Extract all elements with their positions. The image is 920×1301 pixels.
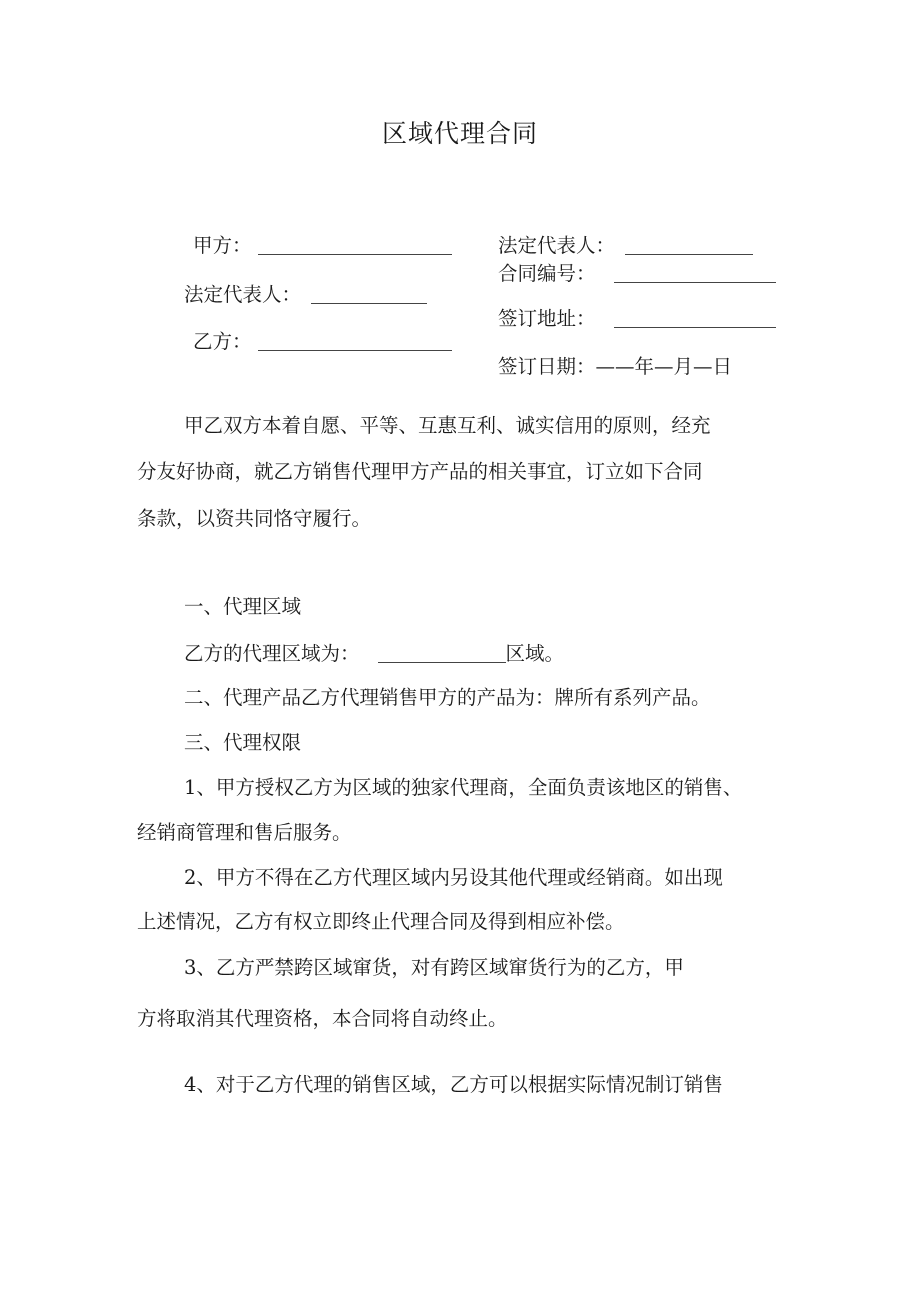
section-1-text [184, 640, 564, 668]
sign-date-label: 签订日期：——年—月—日 [498, 355, 733, 378]
item-2-line-1: 2、甲方不得在乙方代理区域内另设其他代理或经销商。如出现 [184, 866, 723, 889]
party-b-label: 乙方： [193, 330, 252, 353]
contract-no-blank[interactable] [614, 262, 776, 283]
sign-date-row [498, 353, 732, 381]
party-b-blank[interactable] [258, 330, 452, 351]
item-3-line-2: 方将取消其代理资格，本合同将自动终止。 [137, 1007, 508, 1030]
party-b-row [193, 328, 452, 356]
legal-rep-right-blank[interactable] [625, 234, 753, 255]
section-1-text-prefix: 乙方的代理区域为： [184, 642, 360, 665]
intro-line-2: 分友好协商，就乙方销售代理甲方产品的相关事宜，订立如下合同 [137, 460, 703, 483]
section-3-heading: 三、代理权限 [184, 731, 302, 754]
item-1-line-2: 经销商管理和售后服务。 [137, 821, 352, 844]
legal-rep-left-blank[interactable] [311, 283, 427, 304]
party-a-label: 甲方： [193, 234, 252, 257]
legal-rep-left-label: 法定代表人： [184, 283, 302, 306]
sign-place-row [498, 305, 776, 333]
page-title: 区域代理合同 [381, 119, 538, 148]
item-1-line-1: 1、甲方授权乙方为区域的独家代理商，全面负责该地区的销售、 [184, 776, 743, 799]
sign-place-label: 签订地址： [498, 307, 596, 330]
item-4-line-1: 4、对于乙方代理的销售区域，乙方可以根据实际情况制订销售 [184, 1073, 723, 1096]
region-blank[interactable] [378, 642, 506, 663]
item-2-line-2: 上述情况，乙方有权立即终止代理合同及得到相应补偿。 [137, 910, 625, 933]
section-1-text-suffix: 区域。 [505, 642, 565, 665]
legal-rep-left-row [184, 281, 427, 309]
section-2-text: 二、代理产品乙方代理销售甲方的产品为：牌所有系列产品。 [184, 686, 711, 709]
section-1-heading: 一、代理区域 [184, 595, 302, 618]
sign-place-blank[interactable] [614, 307, 776, 328]
intro-line-1: 甲乙双方本着自愿、平等、互惠互利、诚实信用的原则，经充 [184, 414, 711, 437]
contract-no-label: 合同编号： [498, 262, 596, 285]
party-a-blank[interactable] [258, 234, 452, 255]
intro-line-3: 条款，以资共同恪守履行。 [137, 507, 372, 530]
contract-no-row [498, 260, 776, 288]
item-3-line-1: 3、乙方严禁跨区域窜货，对有跨区域窜货行为的乙方，甲 [184, 956, 684, 979]
legal-rep-right-row [498, 232, 753, 260]
legal-rep-right-label: 法定代表人： [498, 234, 616, 257]
party-a-row [193, 232, 452, 260]
